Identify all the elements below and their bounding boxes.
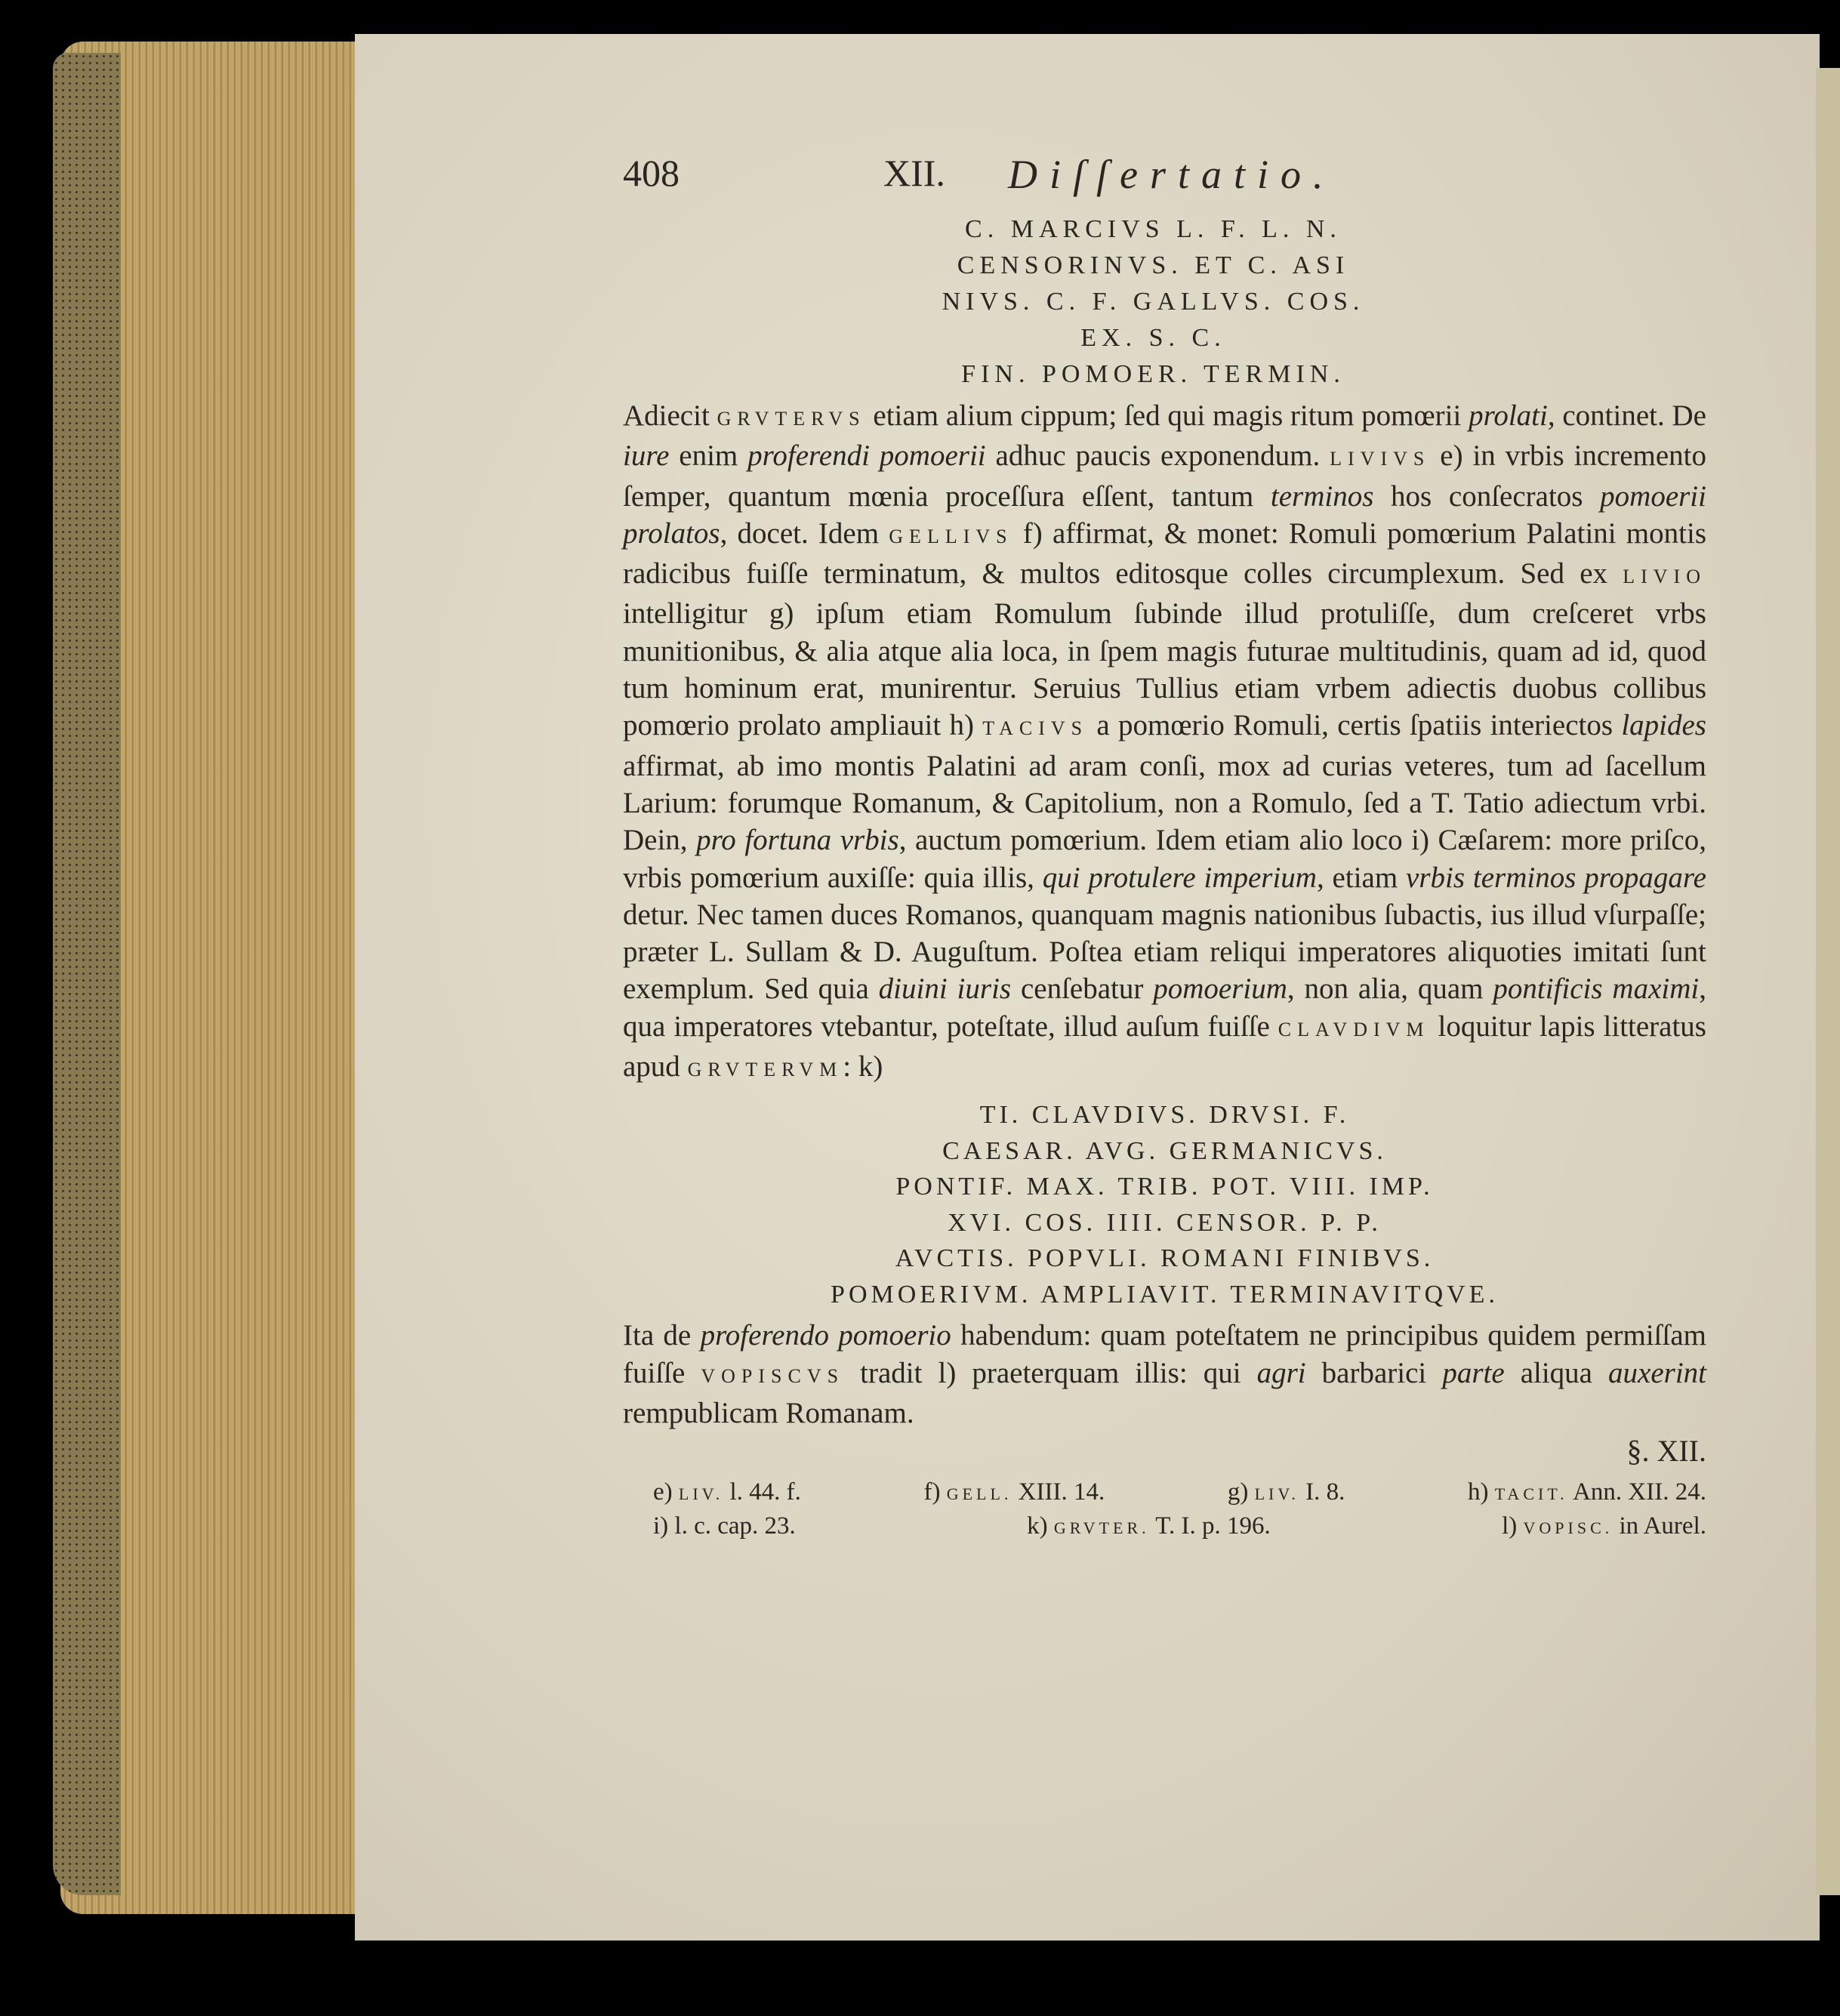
italic-run: agri (1256, 1356, 1306, 1389)
author-name: VOPISCVS (701, 1364, 845, 1387)
text-run: Ita de (623, 1319, 701, 1352)
text-run: e) in vrbis incremento ſemper, quantum mœnia proceſſura eſſent, tantum (623, 439, 1706, 513)
footnote-ref: I. 8. (1305, 1478, 1345, 1506)
italic-run: qui protulere imperium (1042, 861, 1317, 894)
text-run: , non alia, quam (1287, 973, 1493, 1006)
text-run: Adiecit (623, 399, 717, 432)
footnote-author: LIV. (1254, 1484, 1299, 1504)
page-number: 408 (623, 152, 680, 194)
inscription-claudius (623, 1097, 1706, 1312)
footnote-ref: T. I. p. 196. (1155, 1512, 1271, 1540)
text-run: affirmat, ab imo montis Palatini ad aram conſi, mox ad curias veteres, tum ad ſacellum Larium: forumque Romanum, & Capitolium, non a Romulo, ſed a T. Tatio adiectum vrbi. Dein, (623, 749, 1706, 857)
footnote-mark: f) (923, 1478, 941, 1506)
footnote (653, 1510, 796, 1544)
text-run: loquitur lapis litteratus apud (623, 1010, 1706, 1084)
text-run: , etiam (1316, 861, 1407, 894)
footnote-ref: XIII. 14. (1018, 1478, 1105, 1506)
author-name: LIVIVS (1330, 448, 1431, 470)
inscription-line: FIN. POMOER. TERMIN. (961, 360, 1345, 388)
inscription-line: CENSORINVS. ET C. ASI (957, 251, 1350, 279)
text-run: : k) (843, 1050, 883, 1084)
footnote-mark: e) (653, 1478, 673, 1506)
facing-page-edge (1816, 68, 1840, 1895)
footnote-ref: l. c. cap. 23. (674, 1512, 796, 1540)
text-run: , docet. Idem (720, 516, 889, 550)
text-run: detur. Nec tamen duces Romanos, quanquam magnis nationibus ſubactis, ius illud vſurpaſſe; præter L. Sullam & D. Auguſtum. Poſtea etiam reliqui imperatores aliquoties imitati ſunt exemplum. Sed quia (623, 898, 1706, 1006)
footnote-ref: in Aurel. (1619, 1512, 1706, 1540)
footnote-mark: k) (1027, 1512, 1048, 1540)
footnote (1468, 1476, 1706, 1510)
italic-run: diuini iuris (878, 973, 1012, 1006)
author-name: GRVTERVM (687, 1059, 843, 1081)
page-content (623, 143, 1706, 1544)
author-name: GELLIVS (889, 525, 1013, 547)
footnote-mark: g) (1227, 1478, 1249, 1506)
inscription-line: NIVS. C. F. GALLVS. COS. (942, 288, 1365, 316)
text-run: , auctum pomœrium. Idem etiam alio loco i) Cæſarem: more priſco, vrbis pomœrium auxiſſe: quia illis, (623, 824, 1706, 894)
inscription-line: XVI. COS. IIII. CENSOR. P. P. (948, 1208, 1382, 1237)
italic-run: lapides (1621, 709, 1706, 742)
text-run: cenſebatur (1011, 973, 1154, 1006)
text-run: rempublicam Romanam. (623, 1396, 914, 1429)
italic-run: proferendi pomoerii (747, 439, 986, 473)
italic-run: terminos (1270, 479, 1374, 513)
footnote-author: GELL. (946, 1484, 1012, 1504)
text-run: adhuc paucis exponendum. (985, 439, 1330, 473)
inscription-line: PONTIF. MAX. TRIB. POT. VIII. IMP. (895, 1173, 1434, 1201)
italic-run: pomoerium (1153, 973, 1287, 1006)
inscription-line: TI. CLAVDIVS. DRVSI. F. (979, 1101, 1350, 1130)
footnote-mark: i) (653, 1512, 669, 1540)
author-name: TACIVS (982, 717, 1089, 740)
running-head (623, 143, 1706, 204)
footnote (1502, 1510, 1706, 1544)
footnotes (623, 1476, 1706, 1544)
footnote-ref: l. 44. f. (729, 1478, 801, 1506)
footnote-mark: h) (1468, 1478, 1489, 1506)
footnote-ref: Ann. XII. 24. (1573, 1478, 1706, 1506)
text-run: a pomœrio Romuli, certis ſpatiis interiectos (1088, 709, 1622, 742)
text-run: enim (669, 439, 748, 473)
footnote (923, 1476, 1105, 1510)
inscription-censorinus (623, 211, 1706, 393)
footnote-author: VOPISC. (1523, 1518, 1613, 1538)
section-number: XII. (883, 152, 945, 194)
text-run: tradit l) praeterquam illis: qui (844, 1356, 1257, 1389)
italic-run: proferendo pomoerio (700, 1319, 951, 1352)
text-run: , qua imperatores vtebantur, poteſtate, illud auſum fuiſſe (623, 973, 1706, 1043)
text-run: etiam alium cippum; ſed qui magis ritum pomœrii (865, 399, 1469, 432)
text-run: intelligitur g) ipſum etiam Romulum ſubinde illud protuliſſe, dum creſceret vrbs munitionibus, & alia atque alia loca, in ſpem magis futurae multitudinis, quam ad id, quod tum hominum erat, munirentur. Seruius Tullius etiam vrbem adiectis duobus collibus pomœrio prolato ampliauit h) (623, 597, 1706, 742)
text-run: f) affirmat, & monet: Romuli pomœrium Palatini montis radicibus fuiſſe terminatum, & multos editosque colles circumplexum. Sed ex (623, 516, 1706, 590)
italic-run: pro fortuna vrbis (696, 824, 899, 857)
footnote (1027, 1510, 1271, 1544)
footnote (1228, 1476, 1345, 1510)
paragraph-closing (623, 1317, 1706, 1432)
text-run: aliqua (1504, 1356, 1609, 1389)
text-run: barbarici (1305, 1356, 1443, 1389)
text-run: hos conſecratos (1373, 479, 1601, 513)
inscription-line: POMOERIVM. AMPLIAVIT. TERMINAVITQVE. (831, 1280, 1499, 1309)
footnote-mark: l) (1502, 1512, 1518, 1540)
italic-run: auxerint (1608, 1356, 1707, 1389)
inscription-line: AVCTIS. POPVLI. ROMANI FINIBVS. (895, 1244, 1435, 1273)
footnote-author: TACIT. (1494, 1484, 1568, 1504)
footnote (653, 1476, 801, 1510)
footnote-author: GRVTER. (1053, 1518, 1150, 1538)
text-run: continet. De (1555, 399, 1706, 432)
inscription-line: EX. S. C. (1080, 324, 1226, 352)
author-name: GRVTERVS (717, 408, 866, 430)
italic-run: pomoerii prolatos (623, 479, 1706, 550)
italic-run: parte (1442, 1356, 1505, 1389)
italic-run: prolati, (1469, 399, 1555, 432)
book-speckled-edge (53, 53, 121, 1895)
inscription-line: C. MARCIVS L. F. L. N. (965, 215, 1342, 243)
italic-run: vrbis terminos propagare (1406, 861, 1706, 894)
italic-run: pontificis maximi (1493, 973, 1700, 1006)
footnote-line (653, 1476, 1706, 1510)
author-name: CLAVDIVM (1278, 1018, 1430, 1040)
text-run: habendum: quam poteſtatem ne principibus quidem permiſſam fuiſſe (623, 1319, 1707, 1389)
running-title: Diſſertatio. (1008, 152, 1336, 197)
italic-run: iure (623, 439, 670, 473)
footnote-author: LIV. (678, 1484, 724, 1504)
paragraph-main (623, 397, 1706, 1088)
footnote-line (653, 1510, 1706, 1544)
catchword: §. XII. (1626, 1434, 1706, 1469)
inscription-line: CAESAR. AVG. GERMANICVS. (942, 1136, 1387, 1165)
author-name: LIVIO (1623, 566, 1706, 588)
